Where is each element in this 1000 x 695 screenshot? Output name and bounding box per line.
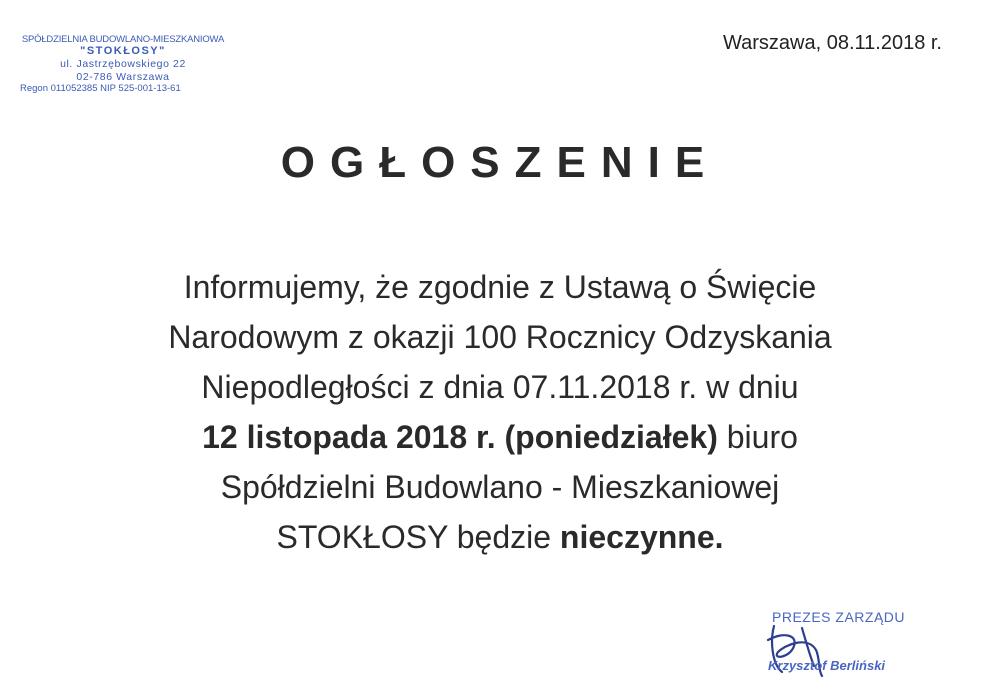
body-line-6-start: STOKŁOSY będzie (276, 519, 560, 555)
handwritten-signature (760, 606, 990, 691)
body-line-4-rest: biuro (717, 419, 798, 455)
stamp-line-street: ul. Jastrzębowskiego 22 (60, 58, 186, 71)
closure-date: 12 listopada 2018 r. (poniedziałek) (202, 419, 718, 455)
stamp-line-name: SPÓŁDZIELNIA BUDOWLANO-MIESZKANIOWA (21, 34, 225, 45)
signature-block (760, 606, 990, 691)
body-line-3: Niepodległości z dnia 07.11.2018 r. w dniu (201, 369, 799, 405)
document-date: Warszawa, 08.11.2018 r. (722, 32, 942, 54)
body-line-2: Narodowym z okazji 100 Rocznicy Odzyskania (168, 319, 832, 355)
signatory-name: Krzysztof Berliński (768, 658, 886, 673)
stamp-line-short-name: "STOKŁOSY" (80, 45, 166, 58)
body-line-4 (0, 412, 1000, 462)
body-line-5: Spółdzielni Budowlano - Mieszkaniowej (220, 469, 780, 505)
closed-status: nieczynne. (559, 519, 724, 555)
stamp-line-ids: Regon 011052385 NIP 525-001-13-61 (20, 82, 181, 94)
document-title: OGŁOSZENIE (280, 138, 720, 187)
signature-role: PREZES ZARZĄDU (772, 609, 906, 625)
cooperative-stamp (18, 34, 228, 94)
stamp-line-city: 02-786 Warszawa (76, 70, 170, 83)
body-line-6 (0, 512, 1000, 562)
body-line-1: Informujemy, że zgodnie z Ustawą o Święcie (183, 269, 817, 305)
announcement-body (0, 262, 1000, 562)
